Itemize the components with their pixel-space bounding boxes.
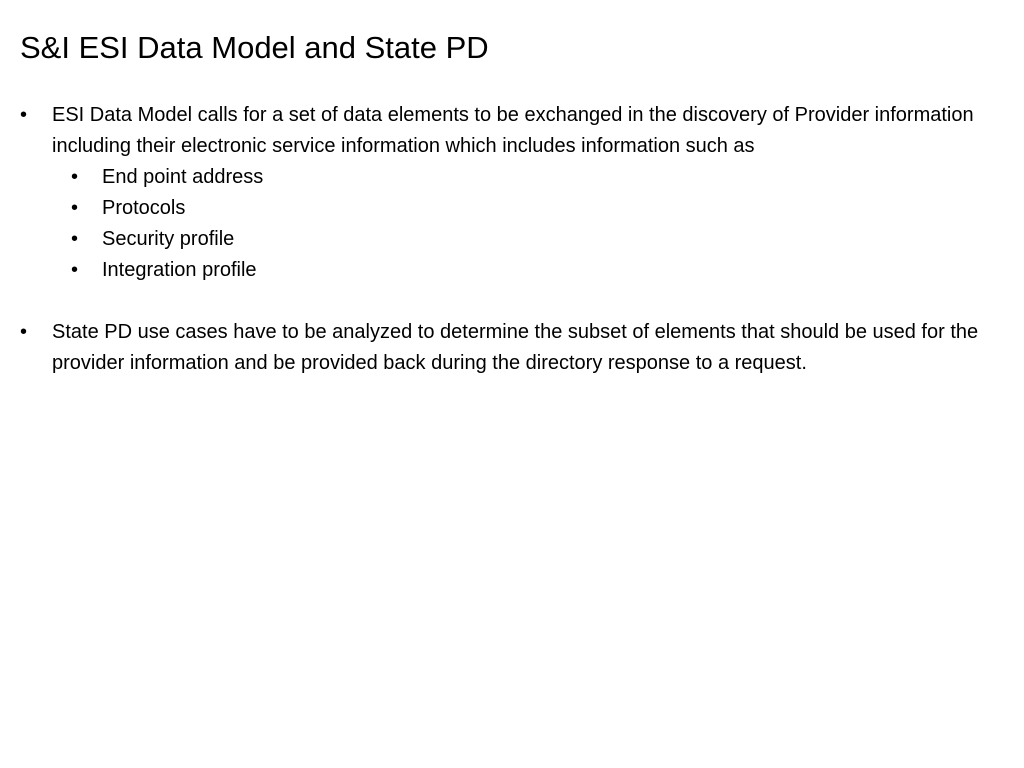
sub-bullet-text: Protocols: [102, 197, 186, 219]
slide-title: S&I ESI Data Model and State PD: [20, 30, 489, 65]
sub-bullet-list: [52, 162, 985, 286]
sub-bullet-end-point-address: [52, 162, 985, 193]
sub-bullet-text: Security profile: [102, 228, 235, 250]
bullet-glyph: •: [71, 228, 79, 250]
sub-bullet-security-profile: [52, 224, 985, 255]
sub-bullet-text: End point address: [102, 166, 264, 188]
bullet-point-1-text: ESI Data Model calls for a set of data elements to be exchanged in the discovery of Provider information including their electronic service information which includes information such as: [52, 104, 974, 157]
sub-bullet-integration-profile: [52, 255, 985, 286]
bullet-glyph: •: [20, 321, 28, 343]
sub-bullet-protocols: [52, 193, 985, 224]
sub-bullet-text: Integration profile: [102, 259, 257, 281]
bullet-glyph: •: [20, 104, 28, 126]
bullet-list: [20, 100, 985, 379]
bullet-point-1: [20, 100, 985, 286]
bullet-point-2: [20, 317, 985, 379]
bullet-point-2-text: State PD use cases have to be analyzed to determine the subset of elements that should be used for the provider information and be provided back during the directory response to a request.: [52, 321, 979, 374]
bullet-glyph: •: [71, 166, 79, 188]
bullet-glyph: •: [71, 259, 79, 281]
bullet-glyph: •: [71, 197, 79, 219]
